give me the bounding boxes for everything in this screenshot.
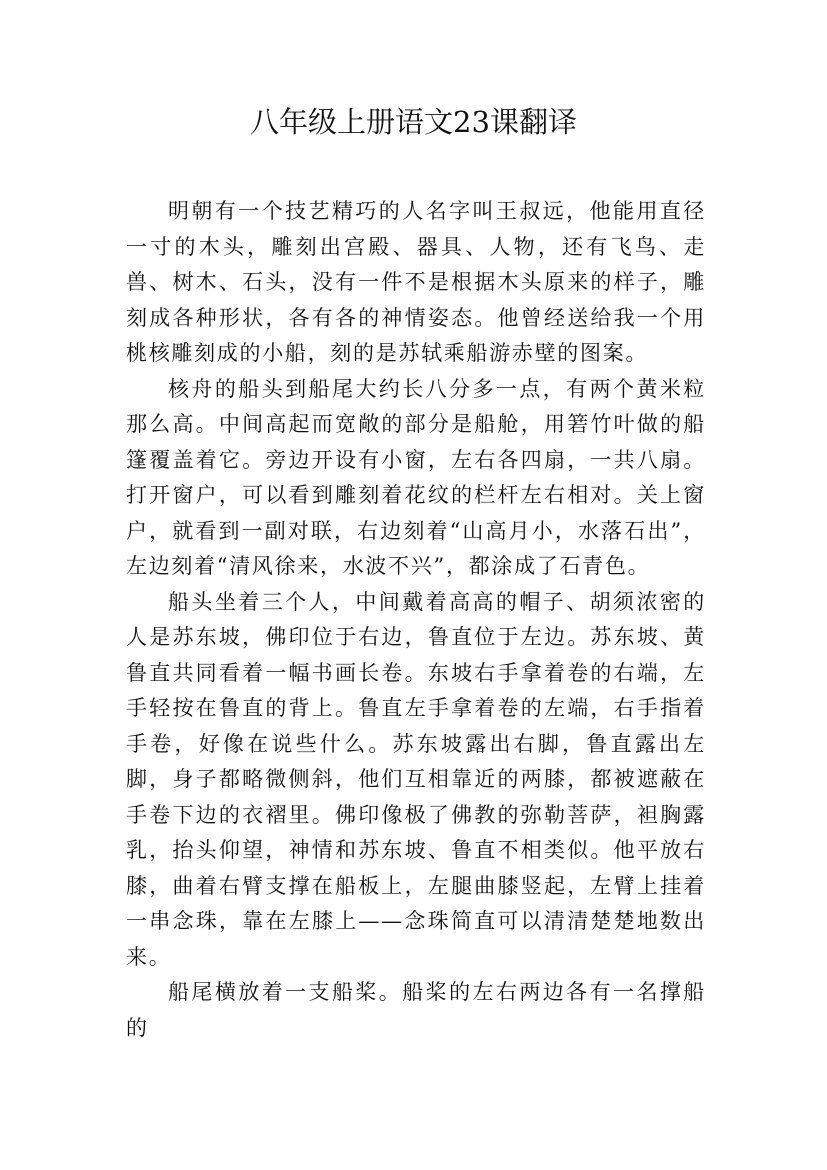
document-title: 八年级上册语文23课翻译 — [250, 105, 577, 139]
paragraph-3: 船头坐着三个人，中间戴着高高的帽子、胡须浓密的人是苏东坡，佛印位于右边，鲁直位于左边。苏东坡、黄鲁直共同看着一幅书画长卷。东坡右手拿着卷的右端，左手轻按在鲁直的背上。鲁直左手拿着卷的左端，右手指着手卷，好像在说些什么。苏东坡露出右脚，鲁直露出左脚，身子都略微侧斜，他们互相靠近的两膝，都被遮蔽在手卷下边的衣褶里。佛印像极了佛教的弥勒菩萨，袒胸露乳，抬头仰望，神情和苏东坡、鲁直不相类似。他平放右膝，曲着右臂支撑在船板上，左腿曲膝竖起，左臂上挂着一串念珠，靠在左膝上——念珠简直可以清清楚楚地数出来。 — [126, 589, 706, 969]
document-body — [126, 194, 706, 1046]
paragraph-1: 明朝有一个技艺精巧的人名字叫王叔远，他能用直径一寸的木头，雕刻出宫殿、器具、人物，还有飞鸟、走兽、树木、石头，没有一件不是根据木头原来的样子，雕刻成各种形状，各有各的神情姿态。他曾经送给我一个用桃核雕刻成的小船，刻的是苏轼乘船游赤壁的图案。 — [126, 199, 706, 365]
paragraph-2: 核舟的船头到船尾大约长八分多一点，有两个黄米粒那么高。中间高起而宽敞的部分是船舱，用箬竹叶做的船篷覆盖着它。旁边开设有小窗，左右各四扇，一共八扇。打开窗户，可以看到雕刻着花纹的栏杆左右相对。关上窗户，就看到一副对联，右边刻着“山高月小，水落石出”，左边刻着“清风徐来，水波不兴”，都涂成了石青色。 — [126, 376, 706, 578]
paragraph-4: 船尾横放着一支船桨。船桨的左右两边各有一名撑船的 — [126, 980, 706, 1040]
